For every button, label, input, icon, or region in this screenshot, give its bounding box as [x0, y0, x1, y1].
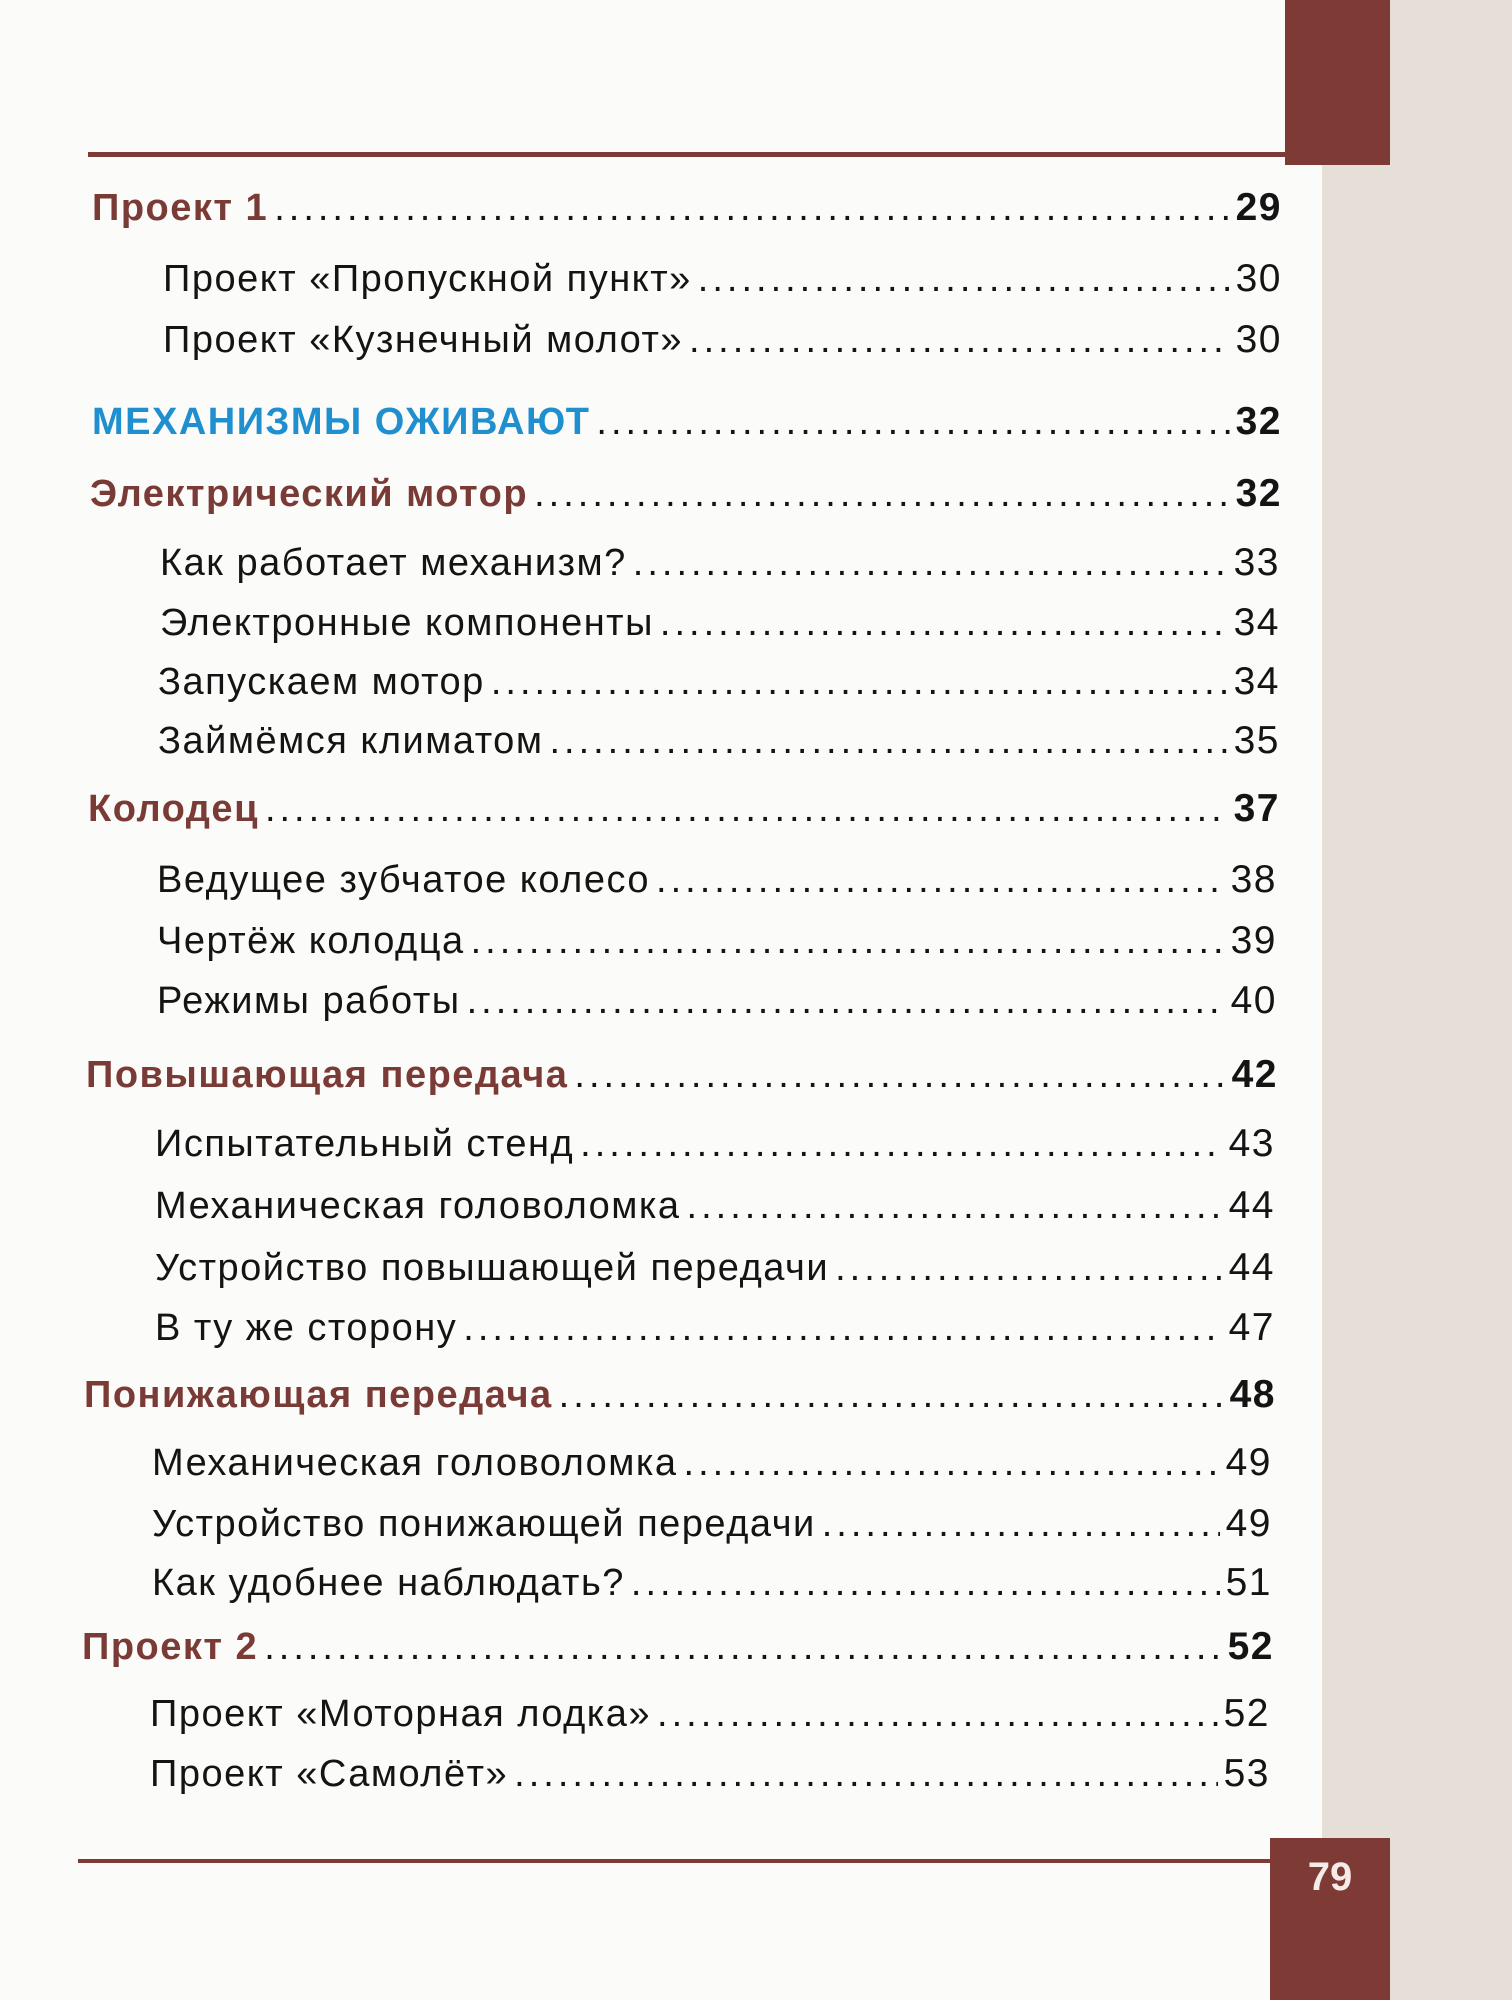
- toc-page: 29: [1235, 186, 1282, 229]
- toc-page: 34: [1233, 660, 1280, 703]
- toc-chapter[interactable]: [92, 186, 1282, 230]
- toc-title: Устройство понижающей передачи: [152, 1503, 816, 1545]
- toc-title: Проект 1: [92, 187, 269, 229]
- toc-item[interactable]: [163, 318, 1282, 362]
- toc-page: 47: [1228, 1306, 1275, 1349]
- toc-title: Повышающая передача: [86, 1054, 569, 1096]
- dot-leader: [265, 788, 1228, 831]
- dot-leader: [822, 1503, 1220, 1546]
- toc-title: Понижающая передача: [84, 1374, 553, 1416]
- dot-leader: [580, 1123, 1222, 1166]
- page-right-margin: [1322, 0, 1512, 2000]
- toc-title: Электронные компоненты: [160, 602, 654, 644]
- toc-title: Устройство повышающей передачи: [155, 1247, 830, 1289]
- toc-page: 42: [1231, 1053, 1278, 1096]
- dot-leader: [698, 258, 1230, 301]
- toc-page: 34: [1233, 601, 1280, 644]
- dot-leader: [574, 1054, 1225, 1097]
- dot-leader: [631, 1562, 1220, 1605]
- dot-leader: [657, 1693, 1218, 1736]
- toc-item[interactable]: [155, 1246, 1275, 1290]
- toc-chapter[interactable]: [88, 787, 1280, 831]
- toc-page: 49: [1225, 1502, 1272, 1545]
- top-corner-block: [1285, 0, 1390, 165]
- toc-page: 32: [1235, 400, 1282, 443]
- toc-item[interactable]: [158, 719, 1280, 763]
- toc-chapter[interactable]: [82, 1625, 1274, 1669]
- toc-page: 49: [1225, 1441, 1272, 1484]
- dot-leader: [471, 920, 1225, 963]
- dot-leader: [689, 319, 1230, 362]
- toc-title: Проект «Кузнечный молот»: [163, 319, 684, 361]
- toc-item[interactable]: [155, 1306, 1275, 1350]
- dot-leader: [274, 187, 1229, 230]
- toc-section[interactable]: [92, 400, 1282, 444]
- toc-page: 52: [1223, 1692, 1270, 1735]
- toc-page: 38: [1230, 858, 1277, 901]
- toc-page: 44: [1228, 1246, 1275, 1289]
- toc-title: МЕХАНИЗМЫ ОЖИВАЮТ: [92, 401, 591, 443]
- dot-leader: [660, 602, 1228, 645]
- toc-title: Как удобнее наблюдать?: [152, 1562, 625, 1604]
- toc-title: Механическая головоломка: [152, 1442, 678, 1484]
- toc-title: Колодец: [88, 788, 259, 830]
- toc-chapter[interactable]: [86, 1053, 1278, 1097]
- toc-item[interactable]: [152, 1561, 1272, 1605]
- toc-item[interactable]: [155, 1184, 1275, 1228]
- toc-page: 32: [1235, 472, 1282, 515]
- toc-title: В ту же сторону: [155, 1307, 458, 1349]
- toc-item[interactable]: [152, 1502, 1272, 1546]
- dot-leader: [491, 661, 1228, 704]
- dot-leader: [534, 473, 1230, 516]
- toc-title: Механическая головоломка: [155, 1185, 681, 1227]
- toc-title: Режимы работы: [157, 980, 461, 1022]
- toc-title: Проект «Самолёт»: [150, 1753, 509, 1795]
- toc-title: Как работает механизм?: [160, 542, 627, 584]
- dot-leader: [835, 1247, 1223, 1290]
- dot-leader: [463, 1307, 1222, 1350]
- dot-leader: [264, 1626, 1221, 1669]
- toc-item[interactable]: [157, 858, 1277, 902]
- toc-title: Запускаем мотор: [158, 661, 485, 703]
- toc-page: 33: [1233, 541, 1280, 584]
- dot-leader: [514, 1753, 1217, 1796]
- toc-page: 43: [1228, 1122, 1275, 1165]
- toc-item[interactable]: [157, 979, 1277, 1023]
- toc-page: 30: [1235, 257, 1282, 300]
- toc-page: 35: [1233, 719, 1280, 762]
- toc-chapter[interactable]: [84, 1373, 1276, 1417]
- toc-page: 48: [1229, 1373, 1276, 1416]
- toc-title: Проект «Моторная лодка»: [150, 1693, 652, 1735]
- toc-item[interactable]: [155, 1122, 1275, 1166]
- toc-title: Проект «Пропускной пункт»: [163, 258, 692, 300]
- toc-page: 39: [1230, 919, 1277, 962]
- dot-leader: [559, 1374, 1224, 1417]
- dot-leader: [467, 980, 1225, 1023]
- dot-leader: [596, 401, 1229, 444]
- top-divider: [88, 152, 1288, 157]
- toc-item[interactable]: [152, 1441, 1272, 1485]
- toc-item[interactable]: [160, 541, 1280, 585]
- toc-item[interactable]: [150, 1692, 1270, 1736]
- toc-page: 51: [1225, 1561, 1272, 1604]
- toc-item[interactable]: [158, 660, 1280, 704]
- bottom-divider: [78, 1859, 1278, 1863]
- toc-page: 30: [1235, 318, 1282, 361]
- toc-item[interactable]: [163, 257, 1282, 301]
- toc-page: 37: [1233, 787, 1280, 830]
- dot-leader: [656, 859, 1225, 902]
- toc-page: 44: [1228, 1184, 1275, 1227]
- dot-leader: [633, 542, 1228, 585]
- toc-item[interactable]: [157, 919, 1277, 963]
- toc-page: 52: [1227, 1625, 1274, 1668]
- toc-title: Ведущее зубчатое колесо: [157, 859, 651, 901]
- dot-leader: [684, 1442, 1220, 1485]
- toc-title: Займёмся климатом: [158, 720, 544, 762]
- page-number: 79: [1307, 1855, 1353, 1899]
- toc-item[interactable]: [160, 601, 1280, 645]
- dot-leader: [549, 720, 1227, 763]
- dot-leader: [687, 1185, 1223, 1228]
- toc-title: Чертёж колодца: [157, 920, 465, 962]
- toc-page: 53: [1223, 1752, 1270, 1795]
- toc-item[interactable]: [150, 1752, 1270, 1796]
- toc-title: Испытательный стенд: [155, 1123, 575, 1165]
- toc-title: Электрический мотор: [90, 473, 529, 515]
- toc-title: Проект 2: [82, 1626, 259, 1668]
- toc-page: 40: [1230, 979, 1277, 1022]
- toc-chapter[interactable]: [90, 472, 1282, 516]
